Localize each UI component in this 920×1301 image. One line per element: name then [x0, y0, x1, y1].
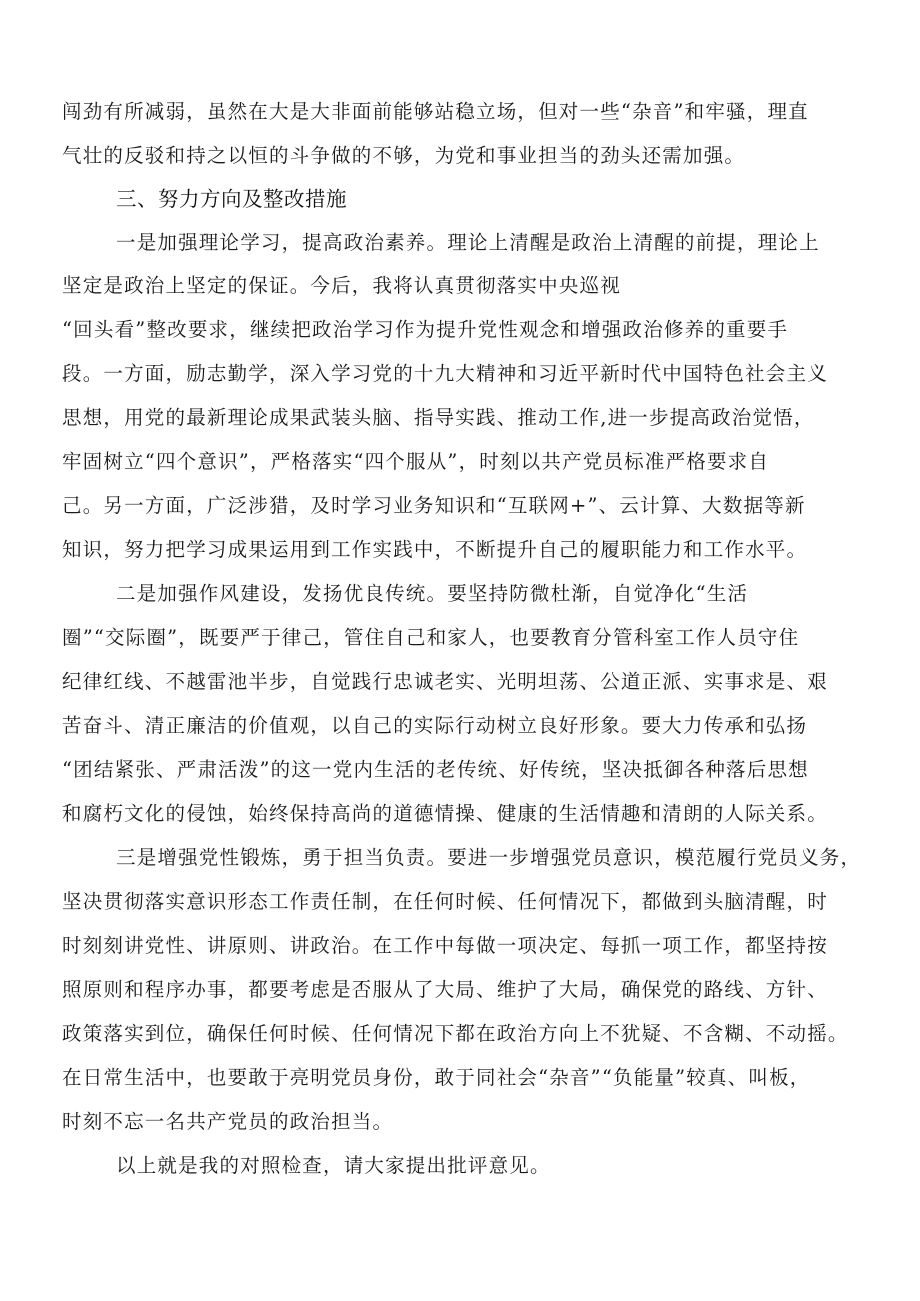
paragraph-line: 己。另一方面，广泛涉猎，及时学习业务知识和“互联网+”、云计算、大数据等新 [62, 494, 806, 517]
paragraph-line: 时刻不忘一名共产党员的政治担当。 [62, 1110, 394, 1133]
paragraph-line: 牢固树立“四个意识”，严格落实“四个服从”，时刻以共产党员标准严格要求自 [62, 450, 770, 473]
paragraph-line: 纪律红线、不越雷池半步，自觉践行忠诚老实、光明坦荡、公道正派、实事求是、艰 [62, 670, 828, 693]
paragraph-line: 知识，努力把学习成果运用到工作实践中，不断提升自己的履职能力和工作水平。 [62, 538, 808, 561]
paragraph-line: 闯劲有所减弱，虽然在大是大非面前能够站稳立场，但对一些“杂音”和牢骚，理直 [62, 100, 809, 123]
paragraph-line: 坚决贯彻落实意识形态工作责任制，在任何时候、任何情况下，都做到头脑清醒，时 [62, 890, 828, 913]
paragraph-line: “团结紧张、严肃活泼”的这一党内生活的老传统、好传统，坚决抵御各种落后思想 [62, 758, 809, 781]
paragraph-line: 在日常生活中，也要敢于亮明党员身份，敢于同社会“杂音”“负能量”较真、叫板， [62, 1066, 811, 1089]
paragraph-line: 照原则和程序办事，都要考虑是否服从了大局、维护了大局，确保党的路线、方针、 [62, 978, 828, 1001]
paragraph-line: “回头看”整改要求，继续把政治学习作为提升党性观念和增强政治修养的重要手 [62, 318, 789, 341]
paragraph-line: 二是加强作风建设，发扬优良传统。要坚持防微杜渐，自觉净化“生活 [116, 582, 749, 605]
section-heading: 三、努力方向及整改措施 [116, 187, 347, 211]
paragraph-line: 气壮的反驳和持之以恒的斗争做的不够，为党和事业担当的劲头还需加强。 [62, 144, 746, 167]
paragraph-line: 圈”“交际圈”，既要严于律己，管住自己和家人，也要教育分管科室工作人员守住 [62, 626, 800, 649]
paragraph-line: 思想，用党的最新理论成果武装头脑、指导实践、推动工作,进一步提高政治觉悟， [62, 406, 815, 429]
paragraph-line: 坚定是政治上坚定的保证。今后，我将认真贯彻落实中央巡视 [62, 274, 621, 297]
paragraph-line: 段。一方面，励志勤学，深入学习党的十九大精神和习近平新时代中国特色社会主义 [62, 362, 828, 385]
paragraph-line: 政策落实到位，确保任何时候、任何情况下都在政治方向上不犹疑、不含糊、不动摇。 [62, 1022, 849, 1045]
closing-line: 以上就是我的对照检查，请大家提出批评意见。 [116, 1154, 551, 1177]
paragraph-line: 三是增强党性锻炼，勇于担当负责。要进一步增强党员意识，模范履行党员义务， [116, 846, 862, 869]
paragraph-line: 时刻刻讲党性、讲原则、讲政治。在工作中每做一项决定、每抓一项工作，都坚持按 [62, 934, 828, 957]
paragraph-line: 一是加强理论学习，提高政治素养。理论上清醒是政治上清醒的前提，理论上 [116, 231, 820, 254]
paragraph-line: 苦奋斗、清正廉洁的价值观，以自己的实际行动树立良好形象。要大力传承和弘扬 [62, 714, 808, 737]
paragraph-line: 和腐朽文化的侵蚀，始终保持高尚的道德情操、健康的生活情趣和清朗的人际关系。 [62, 802, 828, 825]
